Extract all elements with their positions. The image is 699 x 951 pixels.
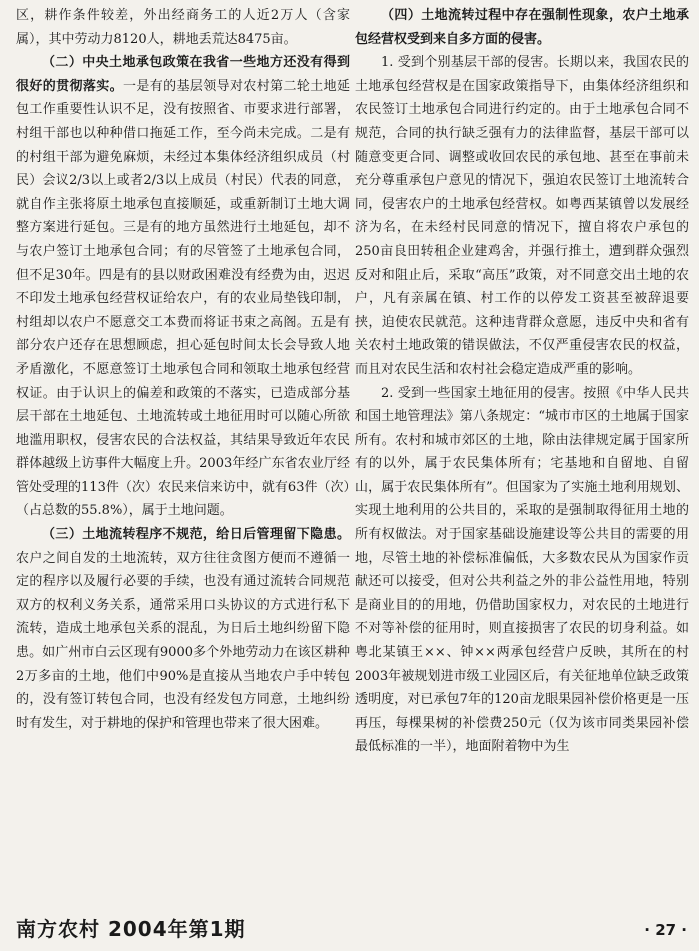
section-2 bbox=[16, 51, 350, 523]
right-column bbox=[355, 4, 689, 759]
section-3-body: 农户之间自发的土地流转，双方往往贪图方便而不遵循一定的程序以及履行必要的手续，也没有通过流转合同规范双方的权利义务关系，通常采用口头协议的方式进行私下流转，造成土地承包关系的混乱，为日后土地纠纷留下隐患。 bbox=[16, 550, 350, 661]
section-4-item-1: 1. 受到个别基层干部的侵害。长期以来，我国农民的土地承包经营权是在国家政策指导下，由集体经济组织和农民签订土地承包合同进行约定的。由于土地承包合同不规范，合同的执行缺乏强有力的法律监督，基层干部可以随意变更合同、调整或收回农民的承包地、甚至在事前未充分尊重承包户意见的情况下，强迫农民签订土地流转合同，侵害农户的土地承包经营权。如粤西某镇曾以发展经济为名，在未经村民同意的情况下，擅自将农户承包的250亩良田转租企业建鸡舍，并强行推土，遭到群众强烈反对和阻止后，采取“高压”政策，对不同意交出土地的农户，凡有亲属在镇、村工作的以停发工资甚至被辞退要挟，迫使农民就范。这种违背群众意愿，违反中央和省有关农村土地政策的错误做法，不仅严重侵害农民的权益，而且对农民生活和农村社会稳定造成严重的影响。 bbox=[355, 55, 689, 377]
left-column bbox=[16, 4, 350, 735]
section-4-item-2: 2. 受到一些国家土地征用的侵害。按照《中华人民共和国土地管理法》第八条规定：“城市市区的土地属于国家所有。农村和城市郊区的土地，除由法律规定属于国家所有的以外，属于农民集体所有；宅基地和自留地、自留山，属于农民集体所有”。但国家为了实施土地利用规划、实现土地利用的公共目的，采取的是强制取得征用土地的所有权做法。对于国家基础设施建设等公共目的需要的用地，尽管土地的补偿标准偏低，大多数农民从为国家作贡献还可以接受，但对公共利益之外的非公益性用地，特别是商业目的的用地，仍借助国家权力，对农民的土地进行不对等补偿的征用时，则直接损害了农民的切身利益。如粤北某镇王××、钟××两承包经营户反映，其所在的村2003年被规划进市级工业园区后，有关征地单位缺乏政策透明度，对已承包7年的120亩龙眼果园补偿价格更是一压再压，每棵果树的补偿费250元（仅为该市同类果园补偿最低标准的一半），地面附着物中为生 bbox=[355, 385, 689, 755]
section-2-heading: （二）中央土地承包政策在我省一些地方还没有得到很好的贯彻落实。 bbox=[16, 55, 350, 94]
page-number: · 27 · bbox=[644, 921, 687, 939]
section-4-heading: （四）土地流转过程中存在强制性现象，农户土地承包经营权受到来自多方面的侵害。 bbox=[355, 8, 689, 47]
section-2-body: 一是有的基层领导对农村第二轮土地延包工作重要性认识不足，没有按照省、市要求进行部署，村组干部也以种种借口拖延工作，至今尚未完成。二是有的村组干部为避免麻烦，未经过本集体经济组织成员（村民）会议2/3以上或者2/3以上成员（村民）代表的同意，就自作主张将原土地承包直接顺延，或重新制订土地大调整方案进行延包。三是有的地方虽然进行土地延包，却不与农户签订土地承包合同；有的尽管签了土地承包合同，但不足30年。四是有的县以财政困难没有经费为由，迟迟不印发土地承包经营权证给农户，有的农业局垫钱印制，村组却以农户不愿意交工本费而将证书束之高阁。五是有部分农户还存在思想顾虑，担心延包时间太长会导致人地矛盾激化，不愿意签订土地承包合同和领取土地承包经营权证。由于认识上的偏差和政策的不落实，已造成部分基层干部在土地延包、土地流转或土地征用时可以随心所欲地滥用职权，侵害农民的合法权益，其结果导致近年农民群体越级上访事件大幅度上升。2003年经广东省农业厅经管处受理的113件（次）农民来信来访中，就有63件（次）（占总数的55.8%），属于土地问题。 bbox=[16, 78, 350, 519]
magazine-footer: 南方农村 2004年第1期 bbox=[16, 917, 246, 941]
section-3 bbox=[16, 523, 350, 735]
section-3-example: 如广州市白云区现有9000多个外地劳动力在该区耕种2万多亩的土地，他们中90%是直接从当地农户手中转包的，没有签订转包合同，也没有经发包方同意，土地纠纷时有发生，对于耕地的保护和管理也带来了很大困难。 bbox=[16, 645, 350, 731]
section-3-heading: （三）土地流转程序不规范，给日后管理留下隐患。 bbox=[42, 527, 350, 543]
paragraph-continued: 区，耕作条件较差，外出经商务工的人近2万人（含家属），其中劳动力8120人，耕地丢荒达8475亩。 bbox=[16, 8, 350, 47]
